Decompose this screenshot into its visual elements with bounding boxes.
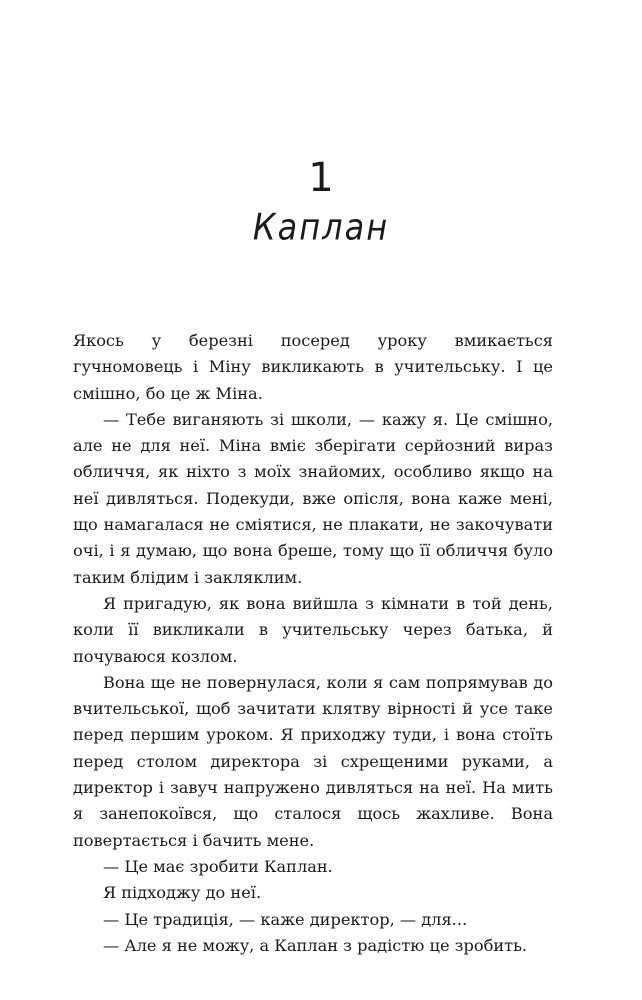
chapter-title: Каплан — [252, 205, 390, 249]
paragraph: — Це має зробити Каплан. — [103, 856, 333, 876]
paragraph: Якось у березні посеред уроку вмикається гучномовець і Міну викликають в учительську. І це смішно, бо це ж Міна. — [73, 331, 553, 403]
paragraph: — Це традиція, — каже директор, — для... — [103, 909, 468, 929]
body-text — [73, 328, 553, 959]
paragraph: — Тебе виганяють зі школи, — кажу я. Це смішно, але не для неї. Міна вміє зберігати серйозний вираз обличчя, як ніхто з моїх знайомих, особливо якщо на неї дивляться. Подекуди, вже опісля, вона каже мені, що намагалася не сміятися, не плакати, не закочувати очі, і я думаю, що вона бреше, тому що її обличчя було таким блідим і закляклим. — [73, 409, 553, 587]
paragraph: — Але я не можу, а Каплан з радістю це зробить. — [103, 935, 528, 955]
paragraph: Я пригадую, як вона вийшла з кімнати в той день, коли її викликали в учительську через батька, й почуваюся козлом. — [73, 593, 553, 666]
paragraph: Я підходжу до неї. — [103, 883, 262, 903]
chapter-number: 1 — [308, 155, 334, 201]
paragraph: Вона ще не повернулася, коли я сам попрямував до вчительської, щоб зачитати клятву вірності й усе таке перед першим уроком. Я приходжу туди, і вона стоїть перед столом директора зі схрещеними руками, а директор і завуч напружено дивляться на неї. На мить я занепокоївся, що сталося щось жахливе. Вона повертається і бачить мене. — [73, 672, 553, 850]
